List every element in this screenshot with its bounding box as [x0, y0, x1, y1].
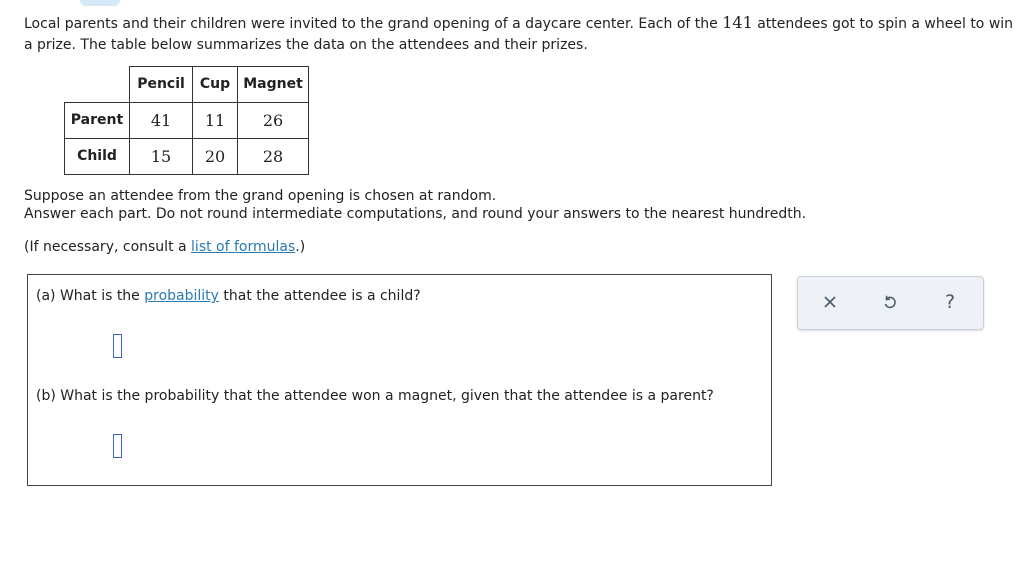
- question-b: (b) What is the probability that the attendee won a magnet, given that the attendee is a parent?: [36, 388, 714, 404]
- question-a: [36, 288, 421, 304]
- problem-intro: [24, 12, 1014, 56]
- answer-toolbar: [797, 276, 984, 330]
- table-corner: [65, 67, 130, 103]
- intro-text-2: attendees got to spin a wheel to win a prize. The table below summarizes the data on the attendees and their prizes.: [24, 16, 1014, 53]
- intro-text-1: Local parents and their children were invited to the grand opening of a daycare center. Each of the: [24, 16, 718, 32]
- cell-child-magnet: 28: [238, 138, 309, 174]
- cell-child-cup: 20: [193, 138, 238, 174]
- suppose-text: Suppose an attendee from the grand opening is chosen at random.: [24, 188, 497, 204]
- question-a-prefix: (a) What is the: [36, 288, 140, 304]
- instructions: [24, 187, 806, 223]
- cell-child-pencil: 15: [130, 138, 193, 174]
- top-tab-stub: [80, 0, 120, 6]
- attendee-count: 141: [722, 13, 753, 32]
- prize-table: [64, 66, 309, 175]
- consult-suffix: .): [295, 239, 306, 255]
- question-box: [27, 274, 772, 486]
- col-header-cup: Cup: [193, 67, 238, 103]
- answer-a-input[interactable]: [113, 334, 122, 358]
- question-a-suffix: that the attendee is a child?: [223, 288, 421, 304]
- help-glyph: ?: [944, 291, 956, 313]
- answer-b-input[interactable]: [113, 434, 122, 458]
- undo-icon[interactable]: [875, 287, 905, 317]
- rounding-instructions: Answer each part. Do not round intermediate computations, and round your answers to the nearest hundredth.: [24, 206, 807, 222]
- row-header-parent: Parent: [65, 102, 130, 138]
- probability-link[interactable]: probability: [144, 288, 219, 304]
- table-row: [65, 102, 309, 138]
- formulas-link[interactable]: list of formulas: [191, 239, 296, 255]
- col-header-pencil: Pencil: [130, 67, 193, 103]
- help-icon[interactable]: [935, 287, 965, 317]
- col-header-magnet: Magnet: [238, 67, 309, 103]
- consult-line: [24, 239, 305, 255]
- table-row: [65, 138, 309, 174]
- close-icon[interactable]: [815, 287, 845, 317]
- cell-parent-magnet: 26: [238, 102, 309, 138]
- consult-prefix: (If necessary, consult a: [24, 239, 187, 255]
- row-header-child: Child: [65, 138, 130, 174]
- cell-parent-pencil: 41: [130, 102, 193, 138]
- cell-parent-cup: 11: [193, 102, 238, 138]
